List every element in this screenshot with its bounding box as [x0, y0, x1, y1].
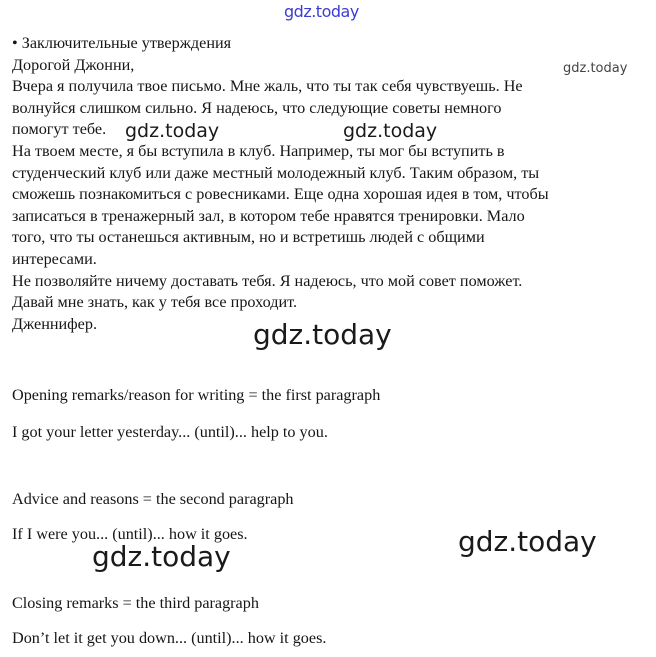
letter-line: студенческий клуб или даже местный молодежный клуб. Таким образом, ты [12, 163, 540, 182]
closing-heading: Closing remarks = the third paragraph [12, 594, 259, 612]
closing-range: Don’t let it get you down... (until)... how it goes. [12, 629, 327, 647]
watermark-inline-1: gdz.today [125, 120, 220, 142]
letter-line: Давай мне знать, как у тебя все проходит. [12, 293, 298, 312]
letter-line: записаться в тренажерный зал, в котором тебе нравятся тренировки. Мало [12, 206, 525, 225]
advice-heading: Advice and reasons = the second paragraph [12, 490, 294, 508]
advice-range: If I were you... (until)... how it goes. [12, 525, 248, 543]
letter-line: того, что ты останешься активным, но и встретишь людей с общими [12, 228, 485, 247]
letter-line: На твоем месте, я бы вступила в клуб. Например, ты мог бы вступить в [12, 141, 505, 160]
russian-letter [12, 33, 637, 335]
watermark-small-right: gdz.today [563, 61, 628, 76]
letter-line: Дженнифер. [12, 314, 98, 333]
letter-line: Дорогой Джонни, [12, 55, 135, 74]
letter-line: волнуйся слишком сильно. Я надеюсь, что следующие советы немного [12, 98, 502, 117]
watermark-bottom-left: gdz.today [92, 540, 231, 573]
letter-line: сможешь познакомиться с ровесниками. Еще одна хорошая идея в том, чтобы [12, 185, 549, 204]
letter-line: помогут тебе. [12, 120, 107, 139]
watermark-bottom-right: gdz.today [458, 525, 597, 558]
opening-heading: Opening remarks/reason for writing = the first paragraph [12, 386, 381, 404]
letter-line: Вчера я получила твое письмо. Мне жаль, что ты так себя чувствуешь. Не [12, 77, 523, 96]
watermark-inline-2: gdz.today [343, 120, 438, 142]
watermark-top: gdz.today [284, 2, 359, 21]
letter-line: Не позволяйте ничему доставать тебя. Я надеюсь, что мой совет поможет. [12, 271, 523, 290]
letter-line: интересами. [12, 249, 97, 268]
letter-line: • Заключительные утверждения [12, 34, 232, 52]
watermark-center: gdz.today [253, 318, 392, 351]
opening-range: I got your letter yesterday... (until)... help to you. [12, 423, 328, 441]
